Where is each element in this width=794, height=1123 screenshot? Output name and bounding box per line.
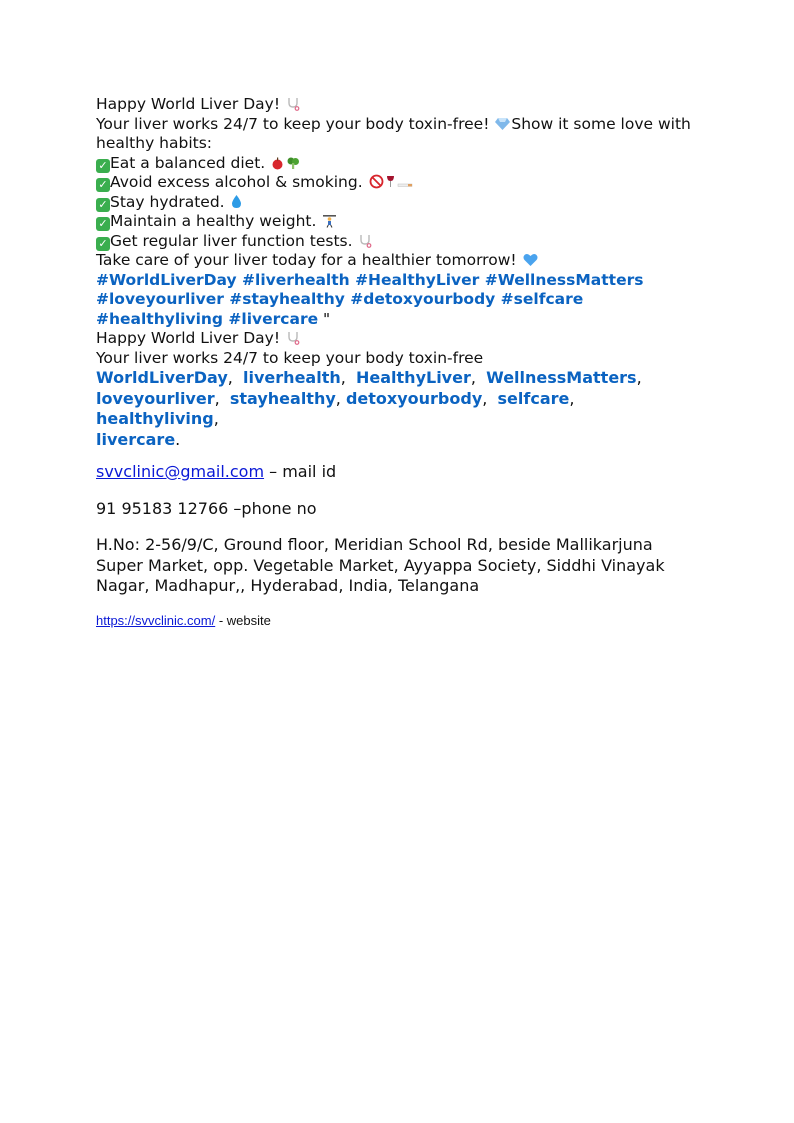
hashtag-link[interactable]: livercare — [96, 429, 176, 449]
hashtag-link[interactable]: loveyourliver — [96, 388, 215, 408]
blue-gem-icon — [495, 117, 510, 131]
check-mark-icon: ✓ — [96, 237, 110, 251]
droplet-icon — [231, 194, 242, 209]
prohibited-icon — [369, 174, 384, 189]
weight-lifter-icon — [322, 213, 337, 228]
stethoscope-icon — [286, 97, 300, 111]
greeting-text: Happy World Liver Day! — [96, 329, 281, 347]
check-mark-icon: ✓ — [96, 217, 110, 231]
greeting-line — [96, 329, 696, 349]
cigarette-icon — [397, 177, 413, 189]
quote-mark: " — [318, 309, 331, 328]
closing-text: Take care of your liver today for a healthier tomorrow! — [96, 251, 517, 269]
hashtag-text: #healthyliving #livercare — [96, 309, 319, 328]
email-line — [96, 462, 696, 483]
hashtag-link[interactable]: detoxyourbody — [345, 388, 483, 408]
website-link[interactable]: https://svvclinic.com/ — [96, 612, 216, 628]
hashtag-link[interactable]: liverhealth — [243, 368, 341, 387]
blue-heart-icon — [523, 253, 538, 267]
check-mark-icon: ✓ — [96, 159, 110, 173]
website-label: - website — [215, 612, 271, 628]
checklist-item — [96, 232, 696, 252]
checklist-item — [96, 173, 696, 193]
broccoli-icon — [286, 156, 300, 170]
red-apple-icon — [271, 157, 284, 170]
intro-continued-text: Show it some love with healthy habits: — [96, 114, 691, 152]
greeting-text: Happy World Liver Day! — [96, 95, 281, 113]
checklist-item — [96, 154, 696, 174]
checklist-text: Eat a balanced diet. — [110, 153, 266, 172]
address-paragraph: H.No: 2-56/9/C, Ground floor, Meridian School Rd, beside Mallikarjuna Super Market, opp. Vegetable Market, Ayyappa Society, Siddhi Vinayak Nagar, Madhapur,, Hyderabad, India, Telangana — [96, 535, 665, 595]
hashtag-line: #loveyourliver #stayhealthy #detoxyourbody #selfcare — [96, 290, 584, 308]
check-mark-icon: ✓ — [96, 198, 110, 212]
tag-list: WorldLiverDay, liverhealth, HealthyLiver, WellnessMatters, loveyourliver, stayhealthy, detoxyourbody, selfcare, healthyliving, livercare. — [96, 368, 642, 449]
checklist-item — [96, 193, 696, 213]
closing-line — [96, 251, 696, 271]
checklist-item — [96, 212, 696, 232]
hashtag-link[interactable]: WorldLiverDay — [96, 368, 228, 387]
intro-text: Your liver works 24/7 to keep your body toxin-free! — [96, 114, 490, 133]
email-link[interactable]: svvclinic@gmail.com — [96, 462, 265, 481]
intro-paragraph — [96, 115, 696, 154]
intro-line: Your liver works 24/7 to keep your body toxin-free — [96, 348, 484, 367]
checklist-text: Maintain a healthy weight. — [110, 212, 317, 230]
hashtag-link[interactable]: HealthyLiver — [356, 368, 471, 387]
phone-line: 91 95183 12766 –phone no — [96, 498, 317, 518]
greeting-line — [96, 95, 696, 115]
hashtag-link[interactable]: selfcare — [497, 388, 570, 408]
hashtag-link[interactable]: stayhealthy — [229, 388, 336, 408]
document-page — [96, 95, 696, 641]
hashtag-link[interactable]: healthyliving — [96, 409, 214, 428]
hashtag-line: #WorldLiverDay #liverhealth #HealthyLiver #WellnessMatters — [96, 270, 644, 289]
email-label: – mail id — [264, 462, 337, 481]
checklist-text: Get regular liver function tests. — [110, 231, 353, 250]
stethoscope-icon — [286, 331, 300, 345]
checklist-text: Stay hydrated. — [110, 192, 225, 211]
checklist-text: Avoid excess alcohol & smoking. — [110, 173, 363, 191]
hashtag-link[interactable]: WellnessMatters — [486, 368, 637, 387]
hashtag-line — [96, 310, 696, 330]
stethoscope-icon — [358, 234, 372, 248]
wine-glass-icon — [386, 175, 395, 189]
website-line — [96, 613, 696, 628]
check-mark-icon: ✓ — [96, 178, 110, 192]
